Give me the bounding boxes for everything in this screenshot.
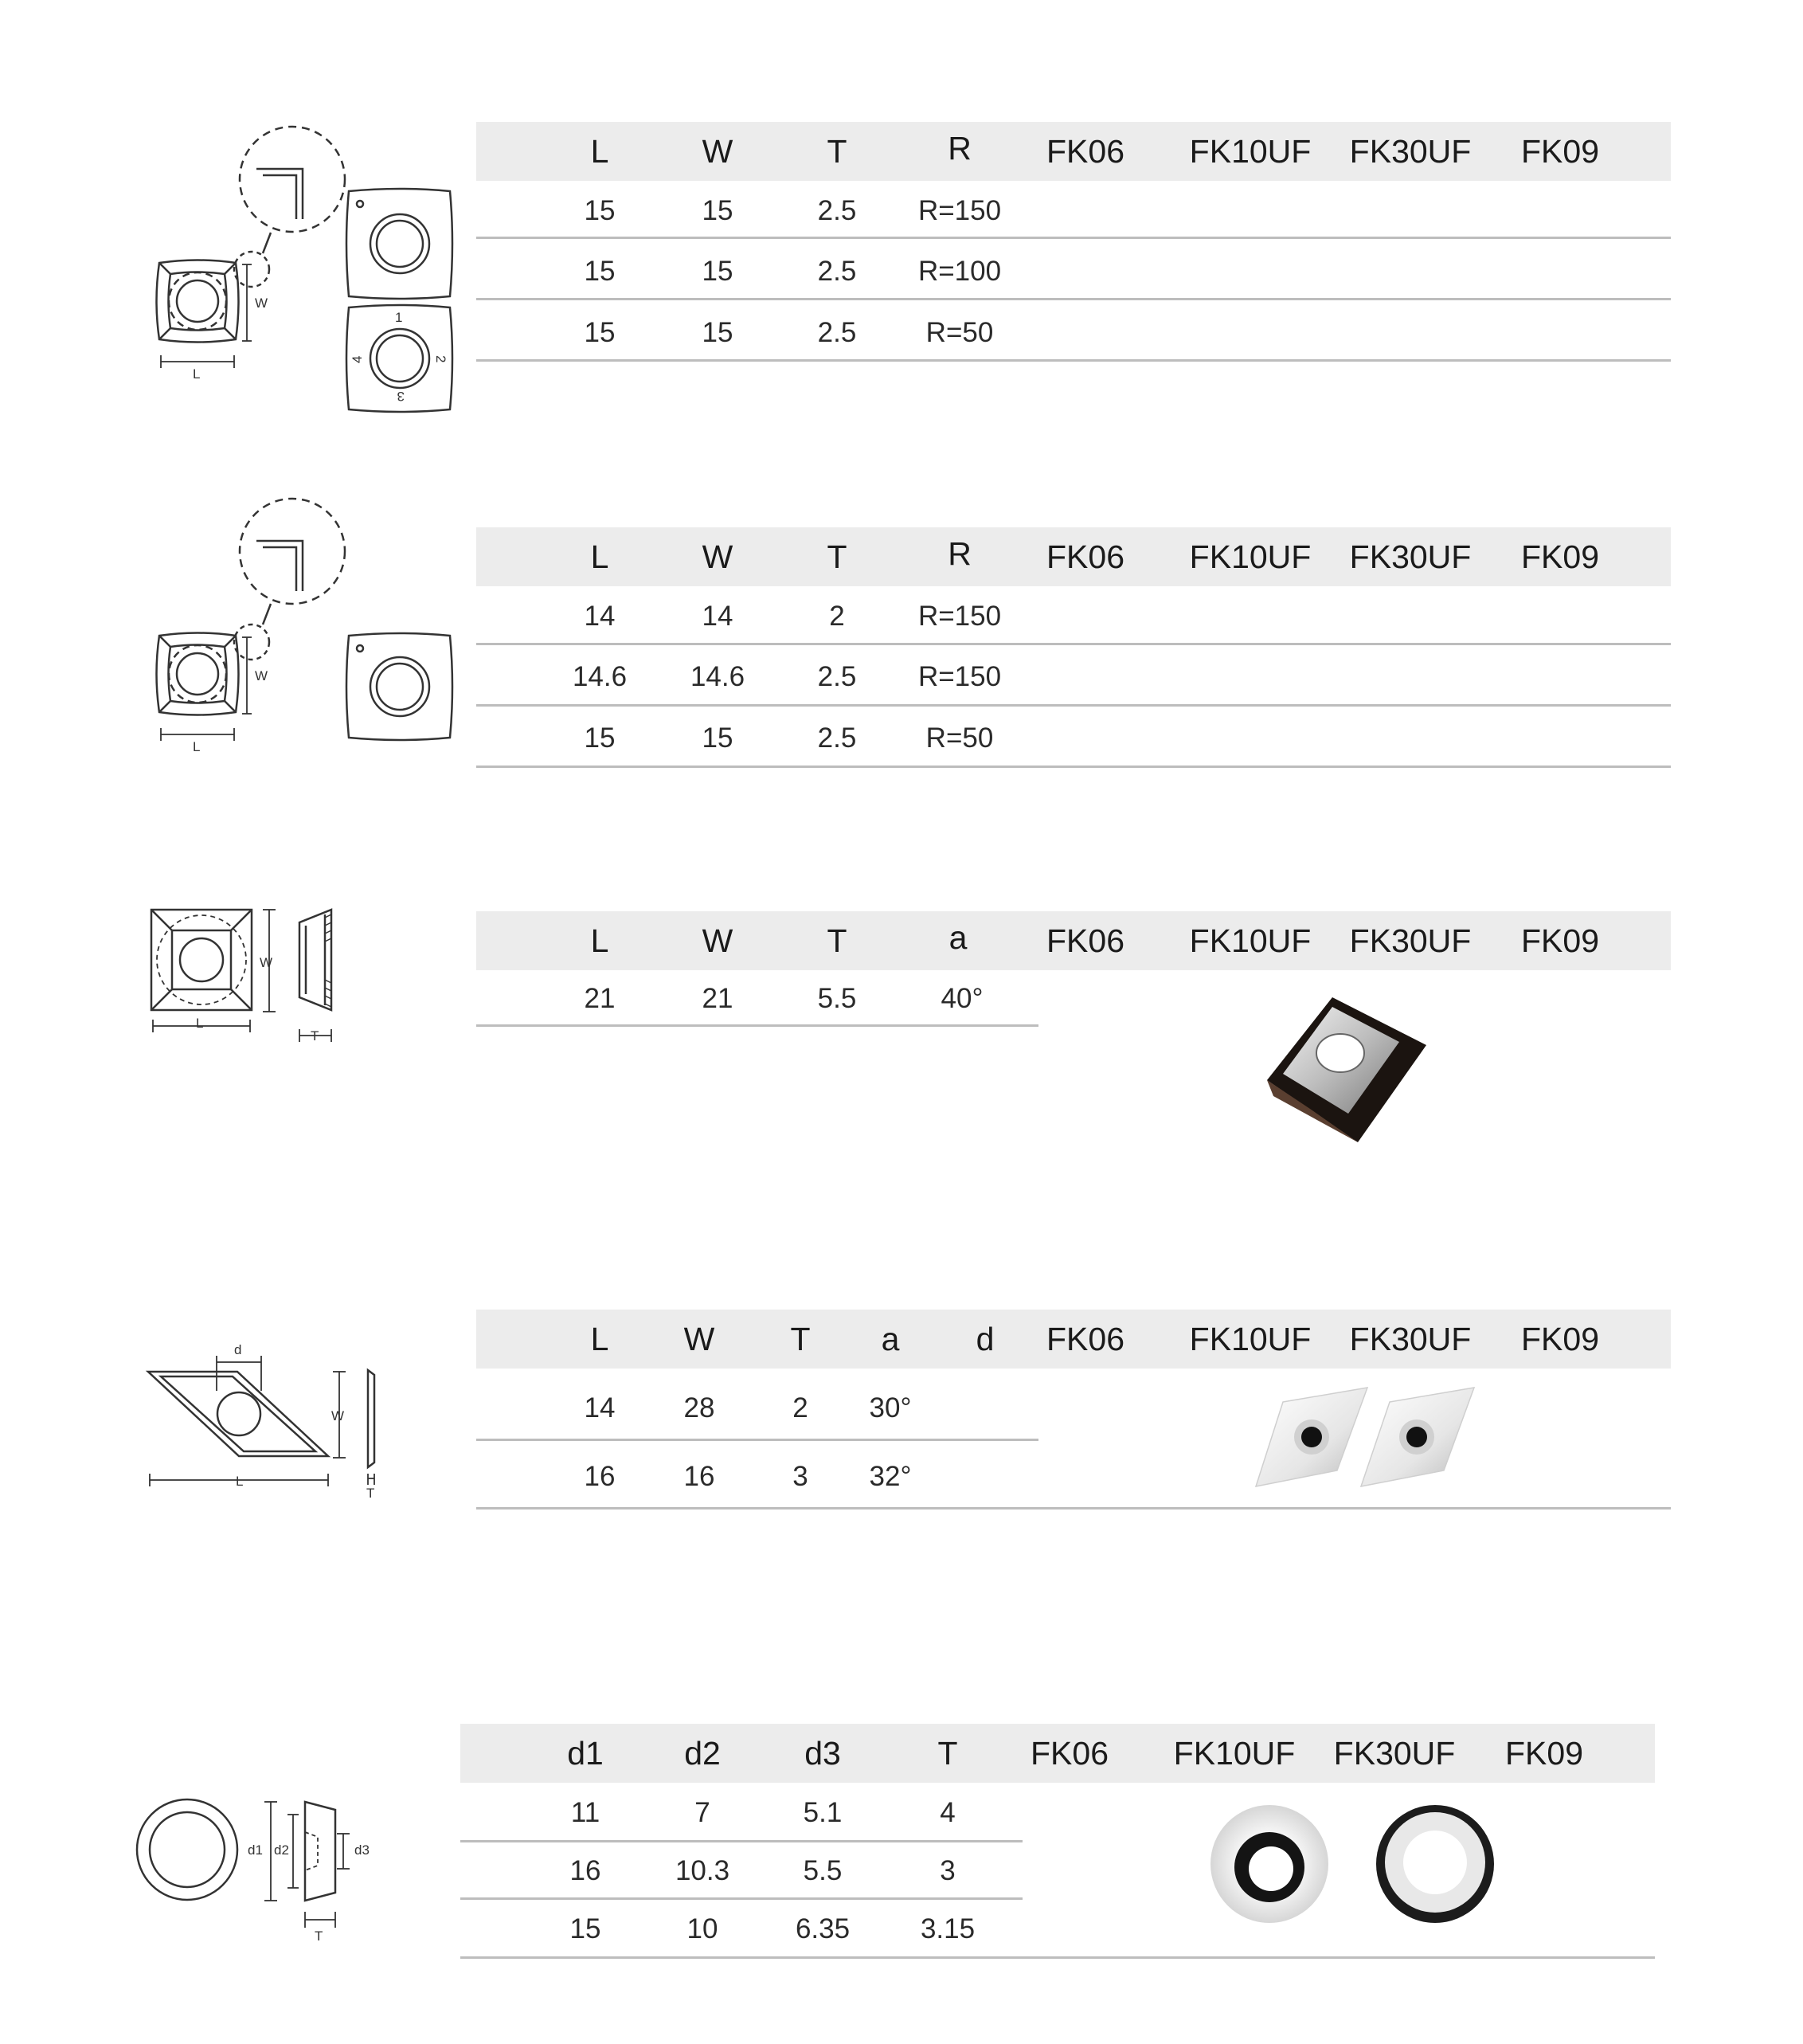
- header-d3: d3: [804, 1735, 841, 1772]
- dim-d3-label: d3: [354, 1842, 370, 1858]
- header-FK09: FK09: [1521, 922, 1599, 959]
- table-cell: 40°: [941, 983, 984, 1014]
- row-divider: [476, 1507, 1671, 1510]
- header-L: L: [590, 1321, 609, 1357]
- table-cell: 28: [683, 1392, 715, 1423]
- header-FK06: FK06: [1031, 1735, 1109, 1772]
- header-FK30UF: FK30UF: [1349, 538, 1472, 575]
- header-FK06: FK06: [1046, 922, 1124, 959]
- dim-l-label: L: [193, 739, 201, 754]
- square-insert-drawing-2: [143, 488, 478, 766]
- header-T: T: [827, 133, 847, 170]
- table-cell: 2: [792, 1392, 808, 1423]
- square-chamfer-insert-drawing: [143, 900, 358, 1044]
- table-cell: 16: [569, 1855, 601, 1886]
- table-cell: 2: [829, 601, 845, 632]
- header-FK10UF: FK10UF: [1189, 922, 1312, 959]
- dim-t-label: T: [315, 1928, 323, 1944]
- table-cell: 16: [584, 1461, 616, 1492]
- header-FK10UF: FK10UF: [1173, 1735, 1296, 1772]
- table-cell: 15: [702, 195, 733, 226]
- row-divider: [460, 1897, 1023, 1900]
- header-FK06: FK06: [1046, 538, 1124, 575]
- header-R: R: [948, 535, 972, 572]
- table-cell: 16: [683, 1461, 715, 1492]
- table-cell: 10: [686, 1913, 718, 1944]
- dim-w-label: W: [255, 296, 268, 311]
- table-cell: 6.35: [795, 1913, 851, 1944]
- table-cell: 14: [584, 601, 616, 632]
- table-cell: 2.5: [817, 317, 857, 348]
- rhombus-outline: [148, 1372, 328, 1456]
- header-L: L: [590, 922, 609, 959]
- row-divider: [476, 237, 1671, 239]
- header-W: W: [702, 922, 733, 959]
- dim-w-label: W: [331, 1408, 345, 1423]
- header-W: W: [702, 133, 733, 170]
- table-cell: 32°: [869, 1461, 912, 1492]
- table-cell: 14.6: [572, 661, 628, 692]
- spec-table-2: [476, 527, 1671, 774]
- table-cell: 2.5: [817, 195, 857, 226]
- table-cell: 15: [702, 317, 733, 348]
- rhombus-insert-drawing: [143, 1338, 390, 1513]
- detail-circle: [240, 127, 345, 232]
- row-divider: [476, 359, 1671, 362]
- row-divider: [476, 298, 1671, 300]
- square-insert-drawing-1: [143, 112, 478, 414]
- row-divider: [460, 1840, 1023, 1842]
- table-cell: 2.5: [817, 722, 857, 754]
- table-cell: 2.5: [817, 661, 857, 692]
- detail-circle: [240, 499, 345, 604]
- dim-d2-label: d2: [274, 1842, 289, 1858]
- dim-d1-label: d1: [248, 1842, 263, 1858]
- corner-detail-circle: [234, 625, 269, 660]
- round-insert-photo: [1203, 1802, 1505, 1929]
- table-cell: 15: [584, 256, 616, 287]
- table-cell: 10.3: [675, 1855, 730, 1886]
- table-cell: 3: [940, 1855, 956, 1886]
- table-cell: 3.15: [920, 1913, 976, 1944]
- header-W: W: [702, 538, 733, 575]
- table-cell: 21: [702, 983, 733, 1014]
- table-cell: 15: [584, 195, 616, 226]
- table-cell: R=150: [917, 601, 1002, 632]
- dim-l-label: L: [193, 366, 201, 382]
- header-d2: d2: [684, 1735, 721, 1772]
- header-T: T: [937, 1735, 958, 1772]
- header-a: a: [948, 919, 968, 956]
- round-insert-drawing: [131, 1784, 386, 1952]
- table-cell: 3: [792, 1461, 808, 1492]
- header-L: L: [590, 538, 609, 575]
- header-R: R: [948, 130, 972, 166]
- dim-l-label: L: [196, 1016, 204, 1031]
- header-d1: d1: [567, 1735, 604, 1772]
- table-cell: 14: [702, 601, 733, 632]
- spec-table-1: [476, 122, 1671, 369]
- dim-l-label: L: [236, 1474, 244, 1489]
- table-cell: R=50: [925, 317, 994, 348]
- dim-d-label: d: [234, 1342, 242, 1357]
- edge-number-1: 1: [395, 310, 403, 325]
- row-divider: [476, 1439, 1038, 1441]
- header-FK06: FK06: [1046, 1321, 1124, 1357]
- table-cell: 15: [584, 317, 616, 348]
- corner-detail-circle: [234, 252, 269, 287]
- header-T: T: [827, 538, 847, 575]
- header-d: d: [976, 1321, 995, 1357]
- header-a: a: [881, 1321, 900, 1357]
- table-cell: 15: [702, 256, 733, 287]
- header-FK10UF: FK10UF: [1189, 1321, 1312, 1357]
- insert-side-view: [368, 1370, 374, 1467]
- spec-table-4: [476, 1310, 1671, 1509]
- table-cell: 7: [694, 1797, 710, 1828]
- table-cell: 5.1: [803, 1797, 843, 1828]
- table-cell: 2.5: [817, 256, 857, 287]
- table-cell: 15: [702, 722, 733, 754]
- table-cell: R=150: [917, 195, 1002, 226]
- dim-t-label: T: [311, 1028, 319, 1044]
- table-cell: 21: [584, 983, 616, 1014]
- row-divider: [476, 704, 1671, 707]
- dim-w-label: W: [260, 955, 273, 970]
- header-FK10UF: FK10UF: [1189, 133, 1312, 170]
- square-insert-photo: [1262, 996, 1429, 1147]
- edge-number-4: 4: [350, 355, 365, 363]
- header-FK10UF: FK10UF: [1189, 538, 1312, 575]
- table-cell: R=50: [925, 722, 994, 754]
- edge-number-2: 2: [433, 355, 448, 363]
- table-cell: 5.5: [817, 983, 857, 1014]
- table-cell: 15: [584, 722, 616, 754]
- edge-number-3: 3: [397, 389, 405, 404]
- table-cell: 30°: [869, 1392, 912, 1423]
- header-FK09: FK09: [1521, 133, 1599, 170]
- table-cell: R=150: [917, 661, 1002, 692]
- row-divider: [476, 643, 1671, 645]
- rhombus-insert-photo: [1254, 1386, 1477, 1490]
- table-cell: 15: [569, 1913, 601, 1944]
- table-cell: R=100: [917, 256, 1002, 287]
- header-FK30UF: FK30UF: [1349, 1321, 1472, 1357]
- header-FK30UF: FK30UF: [1349, 922, 1472, 959]
- spec-table-3: [476, 911, 1671, 1031]
- insert-side-view: [305, 1802, 335, 1901]
- row-divider: [476, 766, 1671, 768]
- row-divider: [476, 1024, 1038, 1027]
- table-cell: 11: [570, 1797, 600, 1828]
- header-W: W: [683, 1321, 715, 1357]
- header-FK06: FK06: [1046, 133, 1124, 170]
- table-cell: 5.5: [803, 1855, 843, 1886]
- header-FK09: FK09: [1521, 538, 1599, 575]
- table-cell: 14.6: [690, 661, 745, 692]
- row-divider: [460, 1956, 1655, 1959]
- dim-w-label: W: [255, 668, 268, 683]
- header-T: T: [827, 922, 847, 959]
- header-T: T: [790, 1321, 811, 1357]
- header-FK30UF: FK30UF: [1349, 133, 1472, 170]
- table-cell: 14: [584, 1392, 616, 1423]
- header-L: L: [590, 133, 609, 170]
- table-cell: 4: [940, 1797, 956, 1828]
- header-FK30UF: FK30UF: [1333, 1735, 1456, 1772]
- header-FK09: FK09: [1521, 1321, 1599, 1357]
- dim-t-label: T: [366, 1486, 375, 1501]
- header-FK09: FK09: [1505, 1735, 1583, 1772]
